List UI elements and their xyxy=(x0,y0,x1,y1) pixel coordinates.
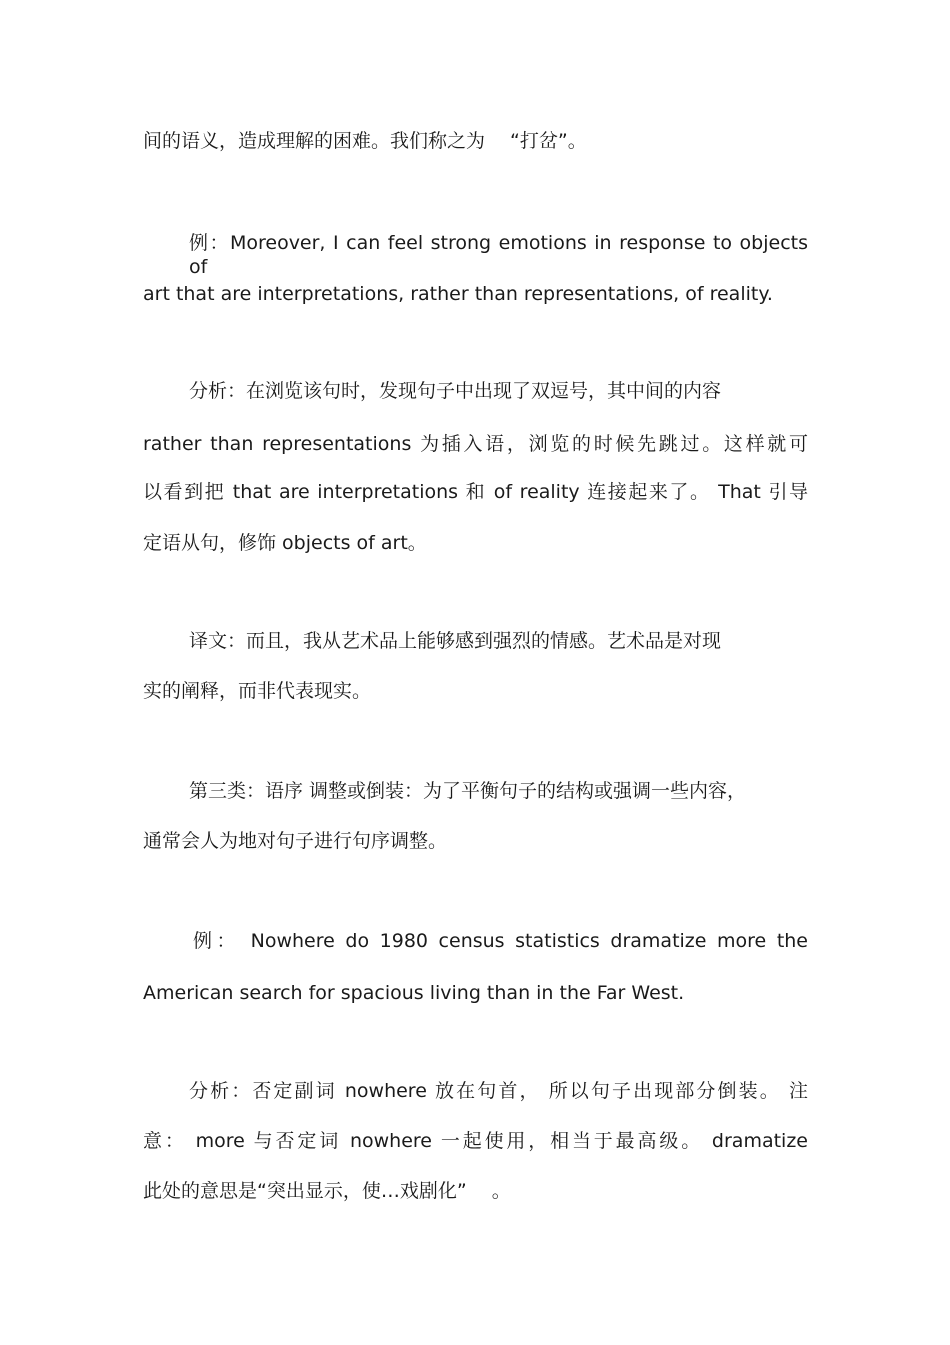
category-3-line-1: 第三类：语序 调整或倒装：为了平衡句子的结构或强调一些内容， xyxy=(189,780,747,802)
analysis-2-line-1: 分析：否定副词 nowhere 放在句首， 所以句子出现部分倒装。 注 xyxy=(189,1080,808,1102)
example-1-line-2: art that are interpretations, rather than representations, of reality. xyxy=(143,283,773,305)
analysis-1-line-3: 以看到把 that are interpretations 和 of reality 连接起来了。 That 引导 xyxy=(143,481,808,503)
translation-1-line-1: 译文：而且，我从艺术品上能够感到强烈的情感。艺术品是对现 xyxy=(189,630,722,652)
example-2-line-1: 例： Nowhere do 1980 census statistics dramatize more the xyxy=(193,930,808,952)
example-1-line-1: 例：Moreover, I can feel strong emotions in response to objects of xyxy=(189,232,808,278)
text-line-1: 间的语义，造成理解的困难。我们称之为 “打岔”。 xyxy=(143,130,587,152)
analysis-2-line-2: 意： more 与否定词 nowhere 一起使用，相当于最高级。 dramatize xyxy=(143,1130,808,1152)
example-2-line-2: American search for spacious living than in the Far West. xyxy=(143,982,685,1004)
translation-1-line-2: 实的阐释，而非代表现实。 xyxy=(143,680,372,702)
analysis-1-line-4: 定语从句，修饰 objects of art。 xyxy=(143,532,427,554)
category-3-line-2: 通常会人为地对句子进行句序调整。 xyxy=(143,830,448,852)
analysis-2-line-3: 此处的意思是“突出显示，使…戏剧化” 。 xyxy=(143,1180,511,1202)
analysis-1-line-1: 分析：在浏览该句时，发现句子中出现了双逗号，其中间的内容 xyxy=(189,380,722,402)
analysis-1-line-2: rather than representations 为插入语，浏览的时候先跳过。这样就可 xyxy=(143,433,808,455)
